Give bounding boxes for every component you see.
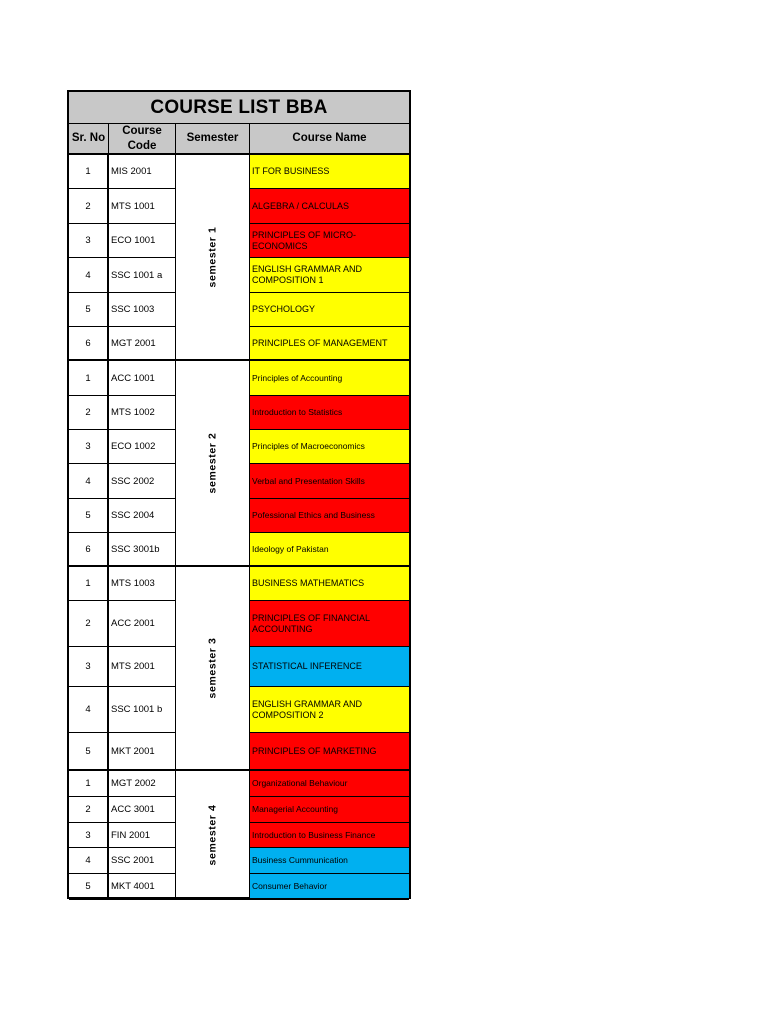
course-code: MKT 4001 <box>109 874 176 900</box>
semester-label-cell <box>176 771 250 900</box>
course-code: SSC 2001 <box>109 848 176 874</box>
course-code: ACC 2001 <box>109 601 176 647</box>
course-code: MGT 2001 <box>109 327 176 361</box>
course-name: PRINCIPLES OF MARKETING <box>250 733 409 771</box>
course-name: PRINCIPLES OF FINANCIAL ACCOUNTING <box>250 601 409 647</box>
course-code: SSC 2002 <box>109 464 176 499</box>
course-code: SSC 3001b <box>109 533 176 567</box>
course-name: Introduction to Statistics <box>250 396 409 430</box>
course-name: Consumer Behavior <box>250 874 409 900</box>
course-sr-no: 4 <box>69 464 109 499</box>
course-sr-no: 2 <box>69 797 109 823</box>
course-sr-no: 1 <box>69 771 109 797</box>
course-code: MTS 1001 <box>109 189 176 224</box>
semester-label-cell <box>176 567 250 771</box>
course-sr-no: 1 <box>69 155 109 189</box>
course-name: PSYCHOLOGY <box>250 293 409 327</box>
course-name: IT FOR BUSINESS <box>250 155 409 189</box>
course-code: ECO 1001 <box>109 224 176 258</box>
course-sr-no: 5 <box>69 499 109 533</box>
course-sr-no: 4 <box>69 687 109 733</box>
course-sr-no: 3 <box>69 430 109 464</box>
course-sr-no: 6 <box>69 533 109 567</box>
course-code: MTS 1003 <box>109 567 176 601</box>
semester-label: semester 1 <box>206 226 219 288</box>
table-title: COURSE LIST BBA <box>69 92 409 124</box>
course-code: FIN 2001 <box>109 823 176 848</box>
course-sr-no: 5 <box>69 874 109 900</box>
course-sr-no: 3 <box>69 224 109 258</box>
semester-label: semester 4 <box>206 804 219 865</box>
course-sr-no: 3 <box>69 647 109 687</box>
course-code: ACC 1001 <box>109 361 176 396</box>
course-sr-no: 4 <box>69 258 109 293</box>
course-code: MKT 2001 <box>109 733 176 771</box>
header-sr-no: Sr. No <box>69 124 109 155</box>
header-semester: Semester <box>176 124 250 155</box>
course-name: Verbal and Presentation Skills <box>250 464 409 499</box>
course-name: Pofessional Ethics and Business <box>250 499 409 533</box>
course-sr-no: 6 <box>69 327 109 361</box>
semester-label: semester 3 <box>206 637 219 699</box>
course-sr-no: 2 <box>69 189 109 224</box>
course-code: ECO 1002 <box>109 430 176 464</box>
course-name: PRINCIPLES OF MICRO-ECONOMICS <box>250 224 409 258</box>
course-code: SSC 1003 <box>109 293 176 327</box>
course-name: BUSINESS MATHEMATICS <box>250 567 409 601</box>
course-sr-no: 2 <box>69 601 109 647</box>
semester-label: semester 2 <box>206 432 219 494</box>
course-sr-no: 1 <box>69 361 109 396</box>
header-course-code: Course Code <box>109 124 176 155</box>
course-name: Principles of Macroeconomics <box>250 430 409 464</box>
course-name: ENGLISH GRAMMAR AND COMPOSITION 2 <box>250 687 409 733</box>
course-name: Principles of Accounting <box>250 361 409 396</box>
header-course-name: Course Name <box>250 124 409 155</box>
course-name: Business Cummunication <box>250 848 409 874</box>
course-sr-no: 4 <box>69 848 109 874</box>
course-code: MTS 1002 <box>109 396 176 430</box>
course-name: ALGEBRA / CALCULAS <box>250 189 409 224</box>
course-sr-no: 2 <box>69 396 109 430</box>
course-sr-no: 5 <box>69 293 109 327</box>
course-code: SSC 2004 <box>109 499 176 533</box>
course-list-table <box>67 90 411 899</box>
course-sr-no: 5 <box>69 733 109 771</box>
course-code: ACC 3001 <box>109 797 176 823</box>
semester-label-cell <box>176 361 250 567</box>
course-code: SSC 1001 a <box>109 258 176 293</box>
course-code: MGT 2002 <box>109 771 176 797</box>
course-code: MTS 2001 <box>109 647 176 687</box>
course-name: PRINCIPLES OF MANAGEMENT <box>250 327 409 361</box>
course-code: SSC 1001 b <box>109 687 176 733</box>
course-name: STATISTICAL INFERENCE <box>250 647 409 687</box>
course-sr-no: 1 <box>69 567 109 601</box>
course-name: Introduction to Business Finance <box>250 823 409 848</box>
semester-label-cell <box>176 155 250 361</box>
course-name: Managerial Accounting <box>250 797 409 823</box>
course-name: ENGLISH GRAMMAR AND COMPOSITION 1 <box>250 258 409 293</box>
course-name: Ideology of Pakistan <box>250 533 409 567</box>
course-sr-no: 3 <box>69 823 109 848</box>
course-code: MIS 2001 <box>109 155 176 189</box>
course-name: Organizational Behaviour <box>250 771 409 797</box>
